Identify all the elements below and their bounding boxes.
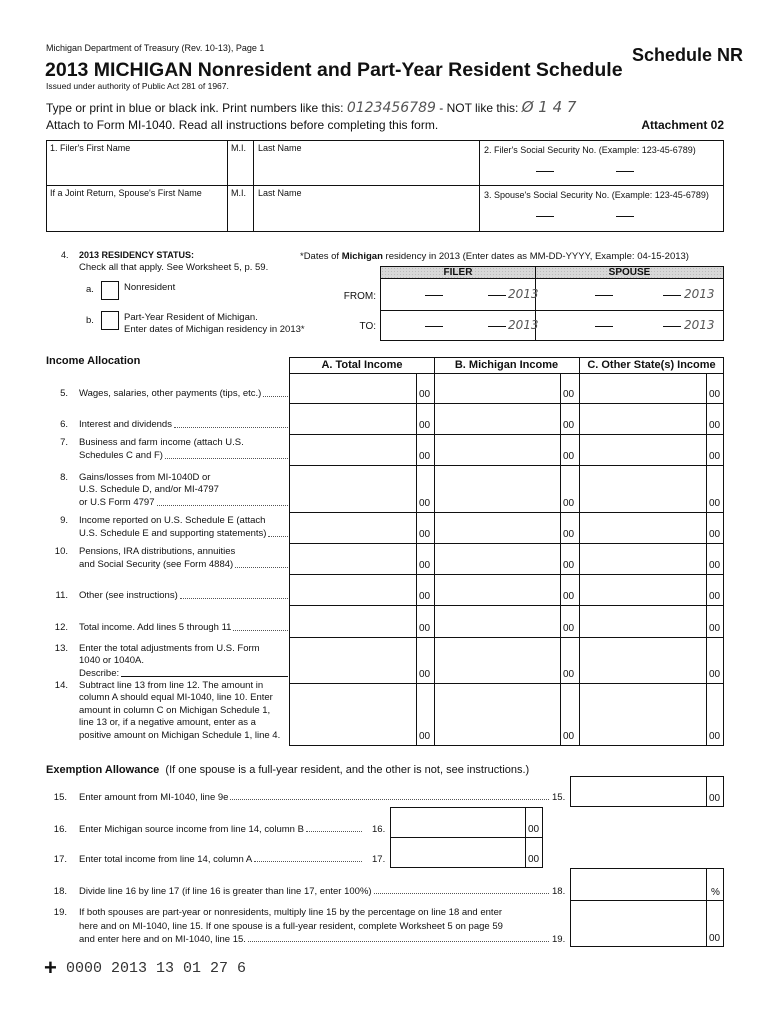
divider	[380, 310, 724, 311]
plus-mark: +	[44, 955, 57, 980]
cents-label: 00	[563, 560, 575, 571]
residency-check-note: Check all that apply. See Worksheet 5, p. 59.	[79, 262, 269, 273]
line-text: here and on MI-1040, line 15. If one spouse is a full-year resident, complete Worksheet 5 on page 59	[79, 921, 503, 932]
from-label: FROM:	[343, 291, 376, 302]
filer-mi-field[interactable]: M.I.	[231, 143, 246, 153]
date-dash	[595, 295, 613, 296]
ssn-dash	[616, 171, 634, 172]
line-number: 13.	[54, 642, 68, 654]
line-number: 18.	[53, 886, 67, 897]
cents-label: 00	[419, 451, 431, 462]
cents-label: 00	[563, 420, 575, 431]
line-text: or U.S Form 4797	[79, 496, 155, 508]
line-18-label	[46, 886, 551, 897]
income-line-5-label	[0, 388, 290, 401]
line-6-column-b-input[interactable]	[434, 403, 561, 434]
cents-label: 00	[528, 854, 540, 865]
to-label: TO:	[359, 321, 376, 332]
filer-first-name-field[interactable]: 1. Filer's First Name	[50, 143, 131, 153]
line-number: 16.	[372, 824, 386, 835]
line-text: and enter here and on MI-1040, line 15.	[79, 934, 246, 945]
date-dash	[425, 295, 443, 296]
cents-label: 00	[419, 529, 431, 540]
divider	[706, 776, 707, 807]
cents-label: 00	[709, 420, 721, 431]
cents-label: 00	[709, 731, 721, 742]
line-number: 11.	[55, 589, 68, 601]
line-number: 8.	[60, 471, 68, 483]
line-text: Enter Michigan source income from line 14, column B	[79, 824, 304, 835]
line-text: Enter the total adjustments from U.S. Form	[79, 642, 260, 654]
year-text: 2013	[508, 318, 539, 332]
line-number: 17.	[372, 854, 386, 865]
income-line-11-label	[0, 590, 290, 603]
nonresident-checkbox[interactable]	[101, 281, 119, 300]
residency-title: 2013 RESIDENCY STATUS:	[79, 250, 195, 260]
line-text: Income reported on U.S. Schedule E (attach	[79, 515, 266, 526]
line-11-column-a-input[interactable]	[289, 574, 417, 605]
ink-instructions	[46, 98, 576, 116]
cents-label: 00	[709, 529, 721, 540]
nonresident-label: Nonresident	[124, 282, 176, 293]
line-number: 17.	[53, 854, 67, 865]
cents-label: 00	[563, 623, 575, 634]
cents-label: 00	[563, 669, 575, 680]
line-text: positive amount on Michigan Schedule 1, line 4.	[79, 729, 281, 741]
income-line-10-label	[0, 546, 290, 571]
line-11-column-c-input[interactable]	[579, 574, 707, 605]
date-dash	[663, 295, 681, 296]
line-text: Enter amount from MI-1040, line 9e	[79, 792, 229, 803]
line-number: 4.	[61, 250, 69, 260]
ssn-dash	[536, 216, 554, 217]
spouse-last-name-field[interactable]: Last Name	[258, 188, 302, 198]
line-text: Wages, salaries, other payments (tips, etc.)	[79, 387, 262, 399]
option-letter: b.	[86, 315, 94, 326]
line-text: Gains/losses from MI-1040D or	[79, 471, 211, 483]
line-number: 16.	[53, 824, 67, 835]
ink-note: Type or print in blue or black ink. Print numbers like this:	[46, 101, 344, 115]
line-14-column-a-input[interactable]	[289, 683, 417, 745]
dates-note-text: *Dates of	[300, 251, 342, 262]
option-letter: a.	[86, 284, 94, 295]
line-number: 18.	[552, 886, 566, 897]
percent-label: %	[711, 887, 720, 898]
cents-label: 00	[709, 451, 721, 462]
line-14-column-b-input[interactable]	[434, 683, 561, 745]
exemption-note: (If one spouse is a full-year resident, and the other is not, see instructions.)	[165, 764, 530, 776]
line-text: Total income. Add lines 5 through 11	[79, 621, 232, 633]
line-18-input[interactable]	[570, 868, 724, 901]
exemption-heading-line	[46, 764, 529, 776]
ssn-dash	[536, 171, 554, 172]
line-text: Divide line 16 by line 17 (if line 16 is greater than line 17, enter 100%)	[79, 886, 372, 897]
line-number: 6.	[60, 418, 68, 430]
line-text: amount in column C on Michigan Schedule 1,	[79, 704, 271, 716]
income-line-9-label	[0, 515, 290, 540]
line-text: Business and farm income (attach U.S.	[79, 437, 244, 448]
line-number: 7.	[60, 437, 68, 448]
spouse-mi-field[interactable]: M.I.	[231, 188, 246, 198]
cents-label: 00	[419, 420, 431, 431]
part-year-resident-checkbox[interactable]	[101, 311, 119, 330]
line-15-label	[46, 792, 551, 803]
line-13-column-a-input[interactable]	[289, 637, 417, 683]
cents-label: 00	[419, 498, 431, 509]
cents-label: 00	[563, 529, 575, 540]
cents-label: 00	[419, 389, 431, 400]
line-number: 19.	[53, 907, 67, 918]
income-line-13-label	[0, 643, 290, 681]
line-7-column-a-input[interactable]	[289, 434, 417, 465]
income-line-7-label	[0, 437, 290, 462]
department-revision: Michigan Department of Treasury (Rev. 10-13), Page 1	[46, 43, 265, 53]
line-text: U.S. Schedule D, and/or MI-4797	[79, 484, 219, 495]
ssn-dash	[616, 216, 634, 217]
line-text: U.S. Schedule E and supporting statements)	[79, 527, 267, 539]
line-9-column-c-input[interactable]	[579, 512, 707, 543]
cents-label: 00	[709, 933, 721, 944]
line-11-column-b-input[interactable]	[434, 574, 561, 605]
line-7-column-b-input[interactable]	[434, 434, 561, 465]
line-text: Pensions, IRA distributions, annuities	[79, 546, 236, 557]
line-number: 5.	[60, 387, 68, 399]
divider	[479, 140, 480, 232]
line-13-column-c-input[interactable]	[579, 637, 707, 683]
authority-note: Issued under authority of Public Act 281 of 1967.	[46, 81, 229, 91]
date-dash	[595, 326, 613, 327]
date-dash	[425, 326, 443, 327]
cents-label: 00	[709, 591, 721, 602]
line-19-input[interactable]	[570, 900, 724, 947]
line-8-column-c-input[interactable]	[579, 465, 707, 512]
cents-label: 00	[563, 498, 575, 509]
cents-label: 00	[419, 591, 431, 602]
line-text: Enter total income from line 14, column A	[79, 854, 253, 865]
line-number: 15.	[552, 792, 566, 803]
cents-label: 00	[563, 389, 575, 400]
income-line-12-label	[0, 622, 290, 635]
line-5-column-a-input[interactable]	[289, 373, 417, 403]
dates-note-text: residency in 2013 (Enter dates as MM-DD-YYYY, Example: 04-15-2013)	[382, 251, 689, 262]
line-12-column-b-input[interactable]	[434, 605, 561, 637]
spouse-first-name-field[interactable]: If a Joint Return, Spouse's First Name	[50, 188, 202, 198]
line-text: Other (see instructions)	[79, 589, 178, 601]
bad-digits: Ø 1 4 7	[521, 98, 577, 116]
line-text: Describe:	[79, 667, 120, 679]
line-number: 12.	[54, 621, 68, 633]
year-text: 2013	[684, 287, 715, 301]
filer-last-name-field[interactable]: Last Name	[258, 143, 302, 153]
cents-label: 00	[419, 560, 431, 571]
column-header-c: C. Other State(s) Income	[587, 359, 716, 371]
date-dash	[488, 295, 506, 296]
line-12-column-c-input[interactable]	[579, 605, 707, 637]
exemption-heading: Exemption Allowance	[46, 764, 160, 776]
line-19-label	[46, 906, 503, 934]
line-6-column-c-input[interactable]	[579, 403, 707, 434]
date-dash	[663, 326, 681, 327]
cents-label: 00	[709, 623, 721, 634]
line-number: 9.	[60, 515, 68, 526]
line-text: line 13 or, if a negative amount, enter as a	[79, 717, 256, 728]
cents-label: 00	[709, 560, 721, 571]
dates-note-bold: Michigan	[341, 251, 383, 262]
spouse-header: SPOUSE	[536, 267, 723, 279]
line-8-column-b-input[interactable]	[434, 465, 561, 512]
cents-label: 00	[709, 793, 721, 804]
line-text: Interest and dividends	[79, 418, 172, 430]
line-text: 1040 or 1040A.	[79, 655, 144, 666]
line-14-column-c-input[interactable]	[579, 683, 707, 745]
cents-label: 00	[563, 591, 575, 602]
line-16-input[interactable]	[390, 807, 543, 838]
cents-label: 00	[709, 389, 721, 400]
cents-label: 00	[563, 451, 575, 462]
line-text: Subtract line 13 from line 12. The amount in	[79, 679, 264, 691]
attach-instruction: Attach to Form MI-1040. Read all instructions before completing this form.	[46, 118, 439, 132]
line-number: 14.	[54, 679, 68, 691]
line-number: 15.	[53, 792, 67, 803]
line-text: and Social Security (see Form 4884)	[79, 558, 234, 570]
line-8-column-a-input[interactable]	[289, 465, 417, 512]
income-line-6-label	[0, 419, 290, 432]
line-16-label	[46, 824, 364, 835]
cents-label: 00	[419, 623, 431, 634]
divider	[253, 140, 254, 232]
describe-input[interactable]	[121, 668, 288, 678]
line-17-input[interactable]	[390, 837, 543, 868]
column-header-a: A. Total Income	[321, 359, 403, 371]
cents-label: 00	[419, 731, 431, 742]
income-line-8-label	[0, 472, 290, 510]
line-number: 10.	[54, 546, 68, 557]
line-17-label	[46, 854, 364, 865]
income-allocation-heading: Income Allocation	[46, 355, 141, 367]
income-line-14-label	[0, 680, 290, 743]
year-text: 2013	[684, 318, 715, 332]
line-text: Schedules C and F)	[79, 449, 163, 461]
line-10-column-b-input[interactable]	[434, 543, 561, 574]
divider	[46, 185, 724, 186]
cents-label: 00	[563, 731, 575, 742]
line-15-input[interactable]	[570, 776, 724, 807]
line-text: column A should equal MI-1040, line 10. Enter	[79, 692, 273, 703]
part-year-label: Part-Year Resident of Michigan.	[124, 312, 258, 323]
line-10-column-a-input[interactable]	[289, 543, 417, 574]
spouse-ssn-field[interactable]: 3. Spouse's Social Security No. (Example: 123-45-6789)	[484, 190, 709, 200]
schedule-name: Schedule NR	[632, 45, 744, 65]
filer-header: FILER	[381, 267, 535, 279]
line-9-column-b-input[interactable]	[434, 512, 561, 543]
form-code: 0000 2013 13 01 27 6	[66, 960, 247, 977]
attachment-number: Attachment 02	[641, 118, 724, 132]
line-12-column-a-input[interactable]	[289, 605, 417, 637]
cents-label: 00	[419, 669, 431, 680]
divider	[227, 140, 228, 232]
dates-note	[300, 251, 689, 262]
form-title: 2013 MICHIGAN Nonresident and Part-Year Resident Schedule	[45, 59, 623, 81]
column-header-b: B. Michigan Income	[454, 359, 559, 371]
line-19-last	[79, 934, 551, 945]
line-number: 19.	[552, 934, 566, 945]
line-9-column-a-input[interactable]	[289, 512, 417, 543]
line-7-column-c-input[interactable]	[579, 434, 707, 465]
cents-label: 00	[528, 824, 540, 835]
line-6-column-a-input[interactable]	[289, 403, 417, 434]
line-10-column-c-input[interactable]	[579, 543, 707, 574]
year-text: 2013	[508, 287, 539, 301]
line-13-column-b-input[interactable]	[434, 637, 561, 683]
cents-label: 00	[709, 498, 721, 509]
not-like-label: - NOT like this:	[439, 101, 519, 115]
line-text: If both spouses are part-year or nonresidents, multiply line 15 by the percentage on line 18 and enter	[79, 907, 503, 918]
good-digits: 0123456789	[346, 100, 436, 116]
date-dash	[488, 326, 506, 327]
cents-label: 00	[709, 669, 721, 680]
line-5-column-b-input[interactable]	[434, 373, 561, 403]
filer-ssn-field[interactable]: 2. Filer's Social Security No. (Example: 123-45-6789)	[484, 145, 696, 155]
part-year-dates-label: Enter dates of Michigan residency in 2013*	[124, 324, 305, 335]
line-5-column-c-input[interactable]	[579, 373, 707, 403]
